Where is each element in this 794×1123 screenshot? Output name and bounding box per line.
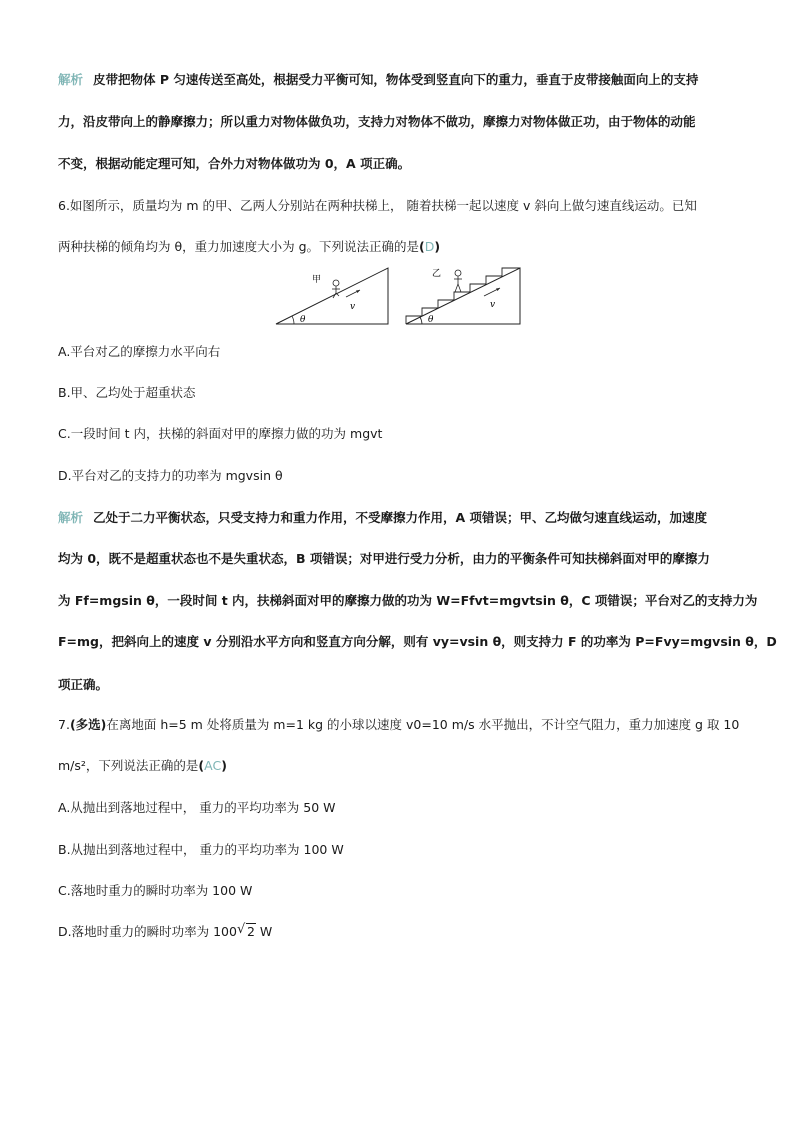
answer-close-paren: ) [434, 239, 441, 254]
stepped-escalator-diagram [406, 268, 520, 325]
label-yi: 乙 [432, 269, 442, 279]
option-d-unit: W [255, 924, 273, 939]
question-6-answer: D [424, 239, 435, 254]
answer-close-paren: ) [221, 758, 227, 773]
question-7-option-b: B.从抛出到落地过程中， 重力的平均功率为 100 W [58, 842, 344, 857]
question-6-option-c: C.一段时间 t 内，扶梯的斜面对甲的摩擦力做的功为 mgvt [58, 426, 383, 441]
solution-tag: 解析 [58, 72, 84, 87]
solution-6-line-1 [58, 508, 707, 526]
escalator-figure [270, 262, 530, 330]
solution-6-line-2: 均为 0，既不是超重状态也不是失重状态，B 项错误；对甲进行受力分析，由力的平衡条件可知扶梯斜面对甲的摩擦力 [58, 551, 710, 566]
sqrt-radicand: 2 [246, 924, 255, 939]
question-7-answer: AC [204, 758, 222, 773]
sqrt-symbol: √ 2 [236, 922, 255, 939]
label-jia: 甲 [312, 275, 322, 285]
question-6-option-a: A.平台对乙的摩擦力水平向右 [58, 344, 221, 359]
question-6-stem: 两种扶梯的倾角均为 θ，重力加速度大小为 g。下列说法正确的是 [58, 239, 420, 254]
solution-5-line-1 [58, 70, 698, 88]
incline-escalator-diagram [276, 268, 388, 325]
question-7-line-2 [58, 756, 227, 774]
theta-label-left: θ [300, 315, 306, 325]
question-7-option-a: A.从抛出到落地过程中， 重力的平均功率为 50 W [58, 800, 336, 815]
solution-6-line-3: 为 Ff=mgsin θ，一段时间 t 内，扶梯斜面对甲的摩擦力做的功为 W=Ffvt=mgvtsin θ，C 项错误；平台对乙的支持力为 [58, 593, 758, 608]
solution-tag: 解析 [58, 510, 84, 525]
question-7-stem-2: m/s²，下列说法正确的是 [58, 758, 199, 773]
question-7-number: 7. [58, 717, 70, 732]
solution-5-line-2: 力，沿皮带向上的静摩擦力；所以重力对物体做负功，支持力对物体不做功，摩擦力对物体做正功，由于物体的动能 [58, 114, 696, 129]
velocity-label-right: v [490, 300, 496, 310]
person-yi-icon [454, 270, 462, 292]
option-d-text: D.落地时重力的瞬时功率为 100 [58, 924, 237, 939]
question-6-option-d: D.平台对乙的支持力的功率为 mgvsin θ [58, 468, 283, 483]
solution-6-line-5: 项正确。 [58, 677, 109, 692]
question-7-option-d [58, 922, 272, 940]
solution-text: 皮带把物体 P 匀速传送至高处，根据受力平衡可知，物体受到竖直向下的重力，垂直于皮带接触面向上的支持 [93, 72, 699, 87]
question-7-stem: 在离地面 h=5 m 处将质量为 m=1 kg 的小球以速度 v0=10 m/s 水平抛出，不计空气阻力，重力加速度 g 取 10 [106, 717, 740, 732]
question-7-line-1 [58, 715, 739, 733]
question-6-line-1: 6.如图所示，质量均为 m 的甲、乙两人分别站在两种扶梯上， 随着扶梯一起以速度 v 斜向上做匀速直线运动。已知 [58, 198, 697, 213]
solution-5-line-3: 不变，根据动能定理可知，合外力对物体做功为 0，A 项正确。 [58, 156, 411, 171]
answer-open-paren: ( [419, 239, 425, 254]
theta-label-right: θ [428, 315, 434, 325]
solution-6-line-4: F=mg，把斜向上的速度 v 分别沿水平方向和竖直方向分解，则有 vy=vsin θ，则支持力 F 的功率为 P=Fvy=mgvsin θ，D [58, 634, 777, 649]
velocity-label-left: v [350, 302, 356, 312]
question-7-option-c: C.落地时重力的瞬时功率为 100 W [58, 883, 253, 898]
multi-choice-tag: (多选) [69, 717, 107, 732]
answer-open-paren: ( [198, 758, 205, 773]
question-6-line-2 [58, 237, 440, 255]
solution-text: 乙处于二力平衡状态，只受支持力和重力作用，不受摩擦力作用，A 项错误；甲、乙均做匀速直线运动，加速度 [93, 510, 708, 525]
question-6-option-b: B.甲、乙均处于超重状态 [58, 385, 196, 400]
